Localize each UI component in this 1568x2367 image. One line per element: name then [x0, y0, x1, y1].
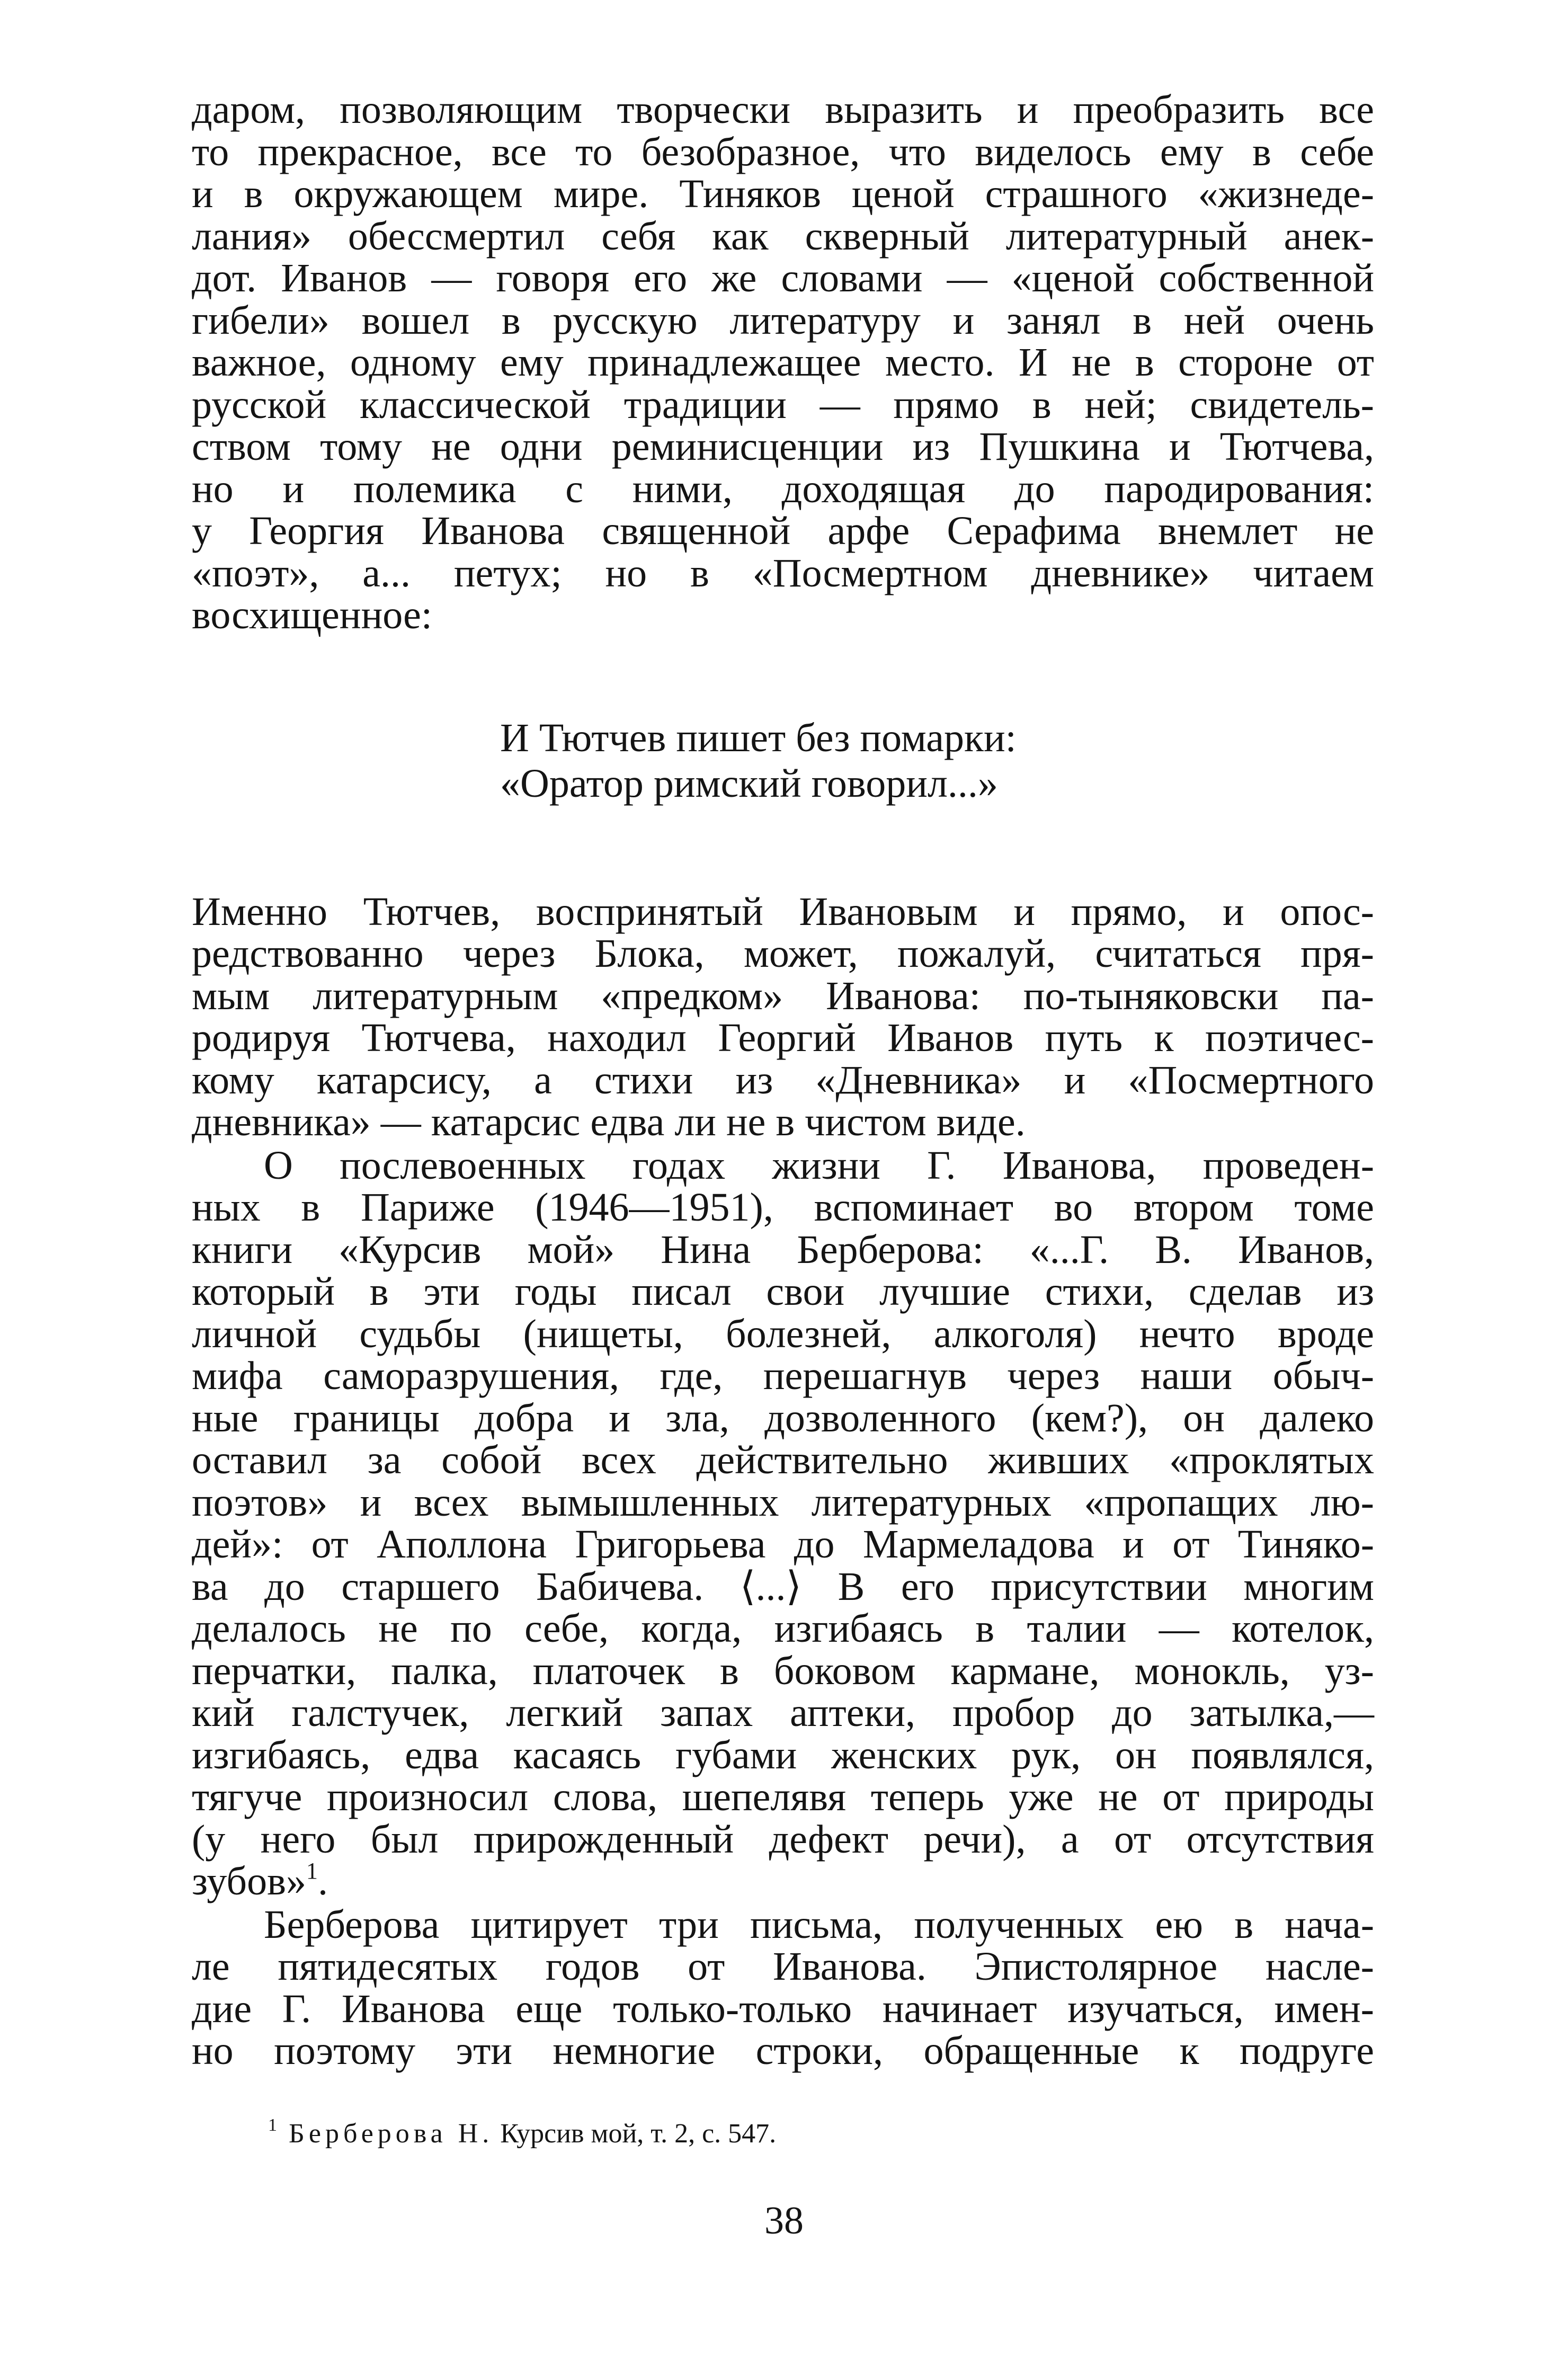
text-line: который в эти годы писал свои лучшие стихи, сделав из: [192, 1269, 1374, 1314]
text-fragment: зубов»: [192, 1859, 306, 1903]
text-line: лания» обессмертил себя как скверный литературный анек-: [192, 213, 1374, 259]
text-line: ных в Париже (1946—1951), вспоминает во втором томе: [192, 1185, 1374, 1230]
text-line: оставил за собой всех действительно живших «проклятых: [192, 1438, 1374, 1482]
text-line: тягуче произносил слова, шепелявя теперь уже не от природы: [192, 1775, 1374, 1819]
text-line: личной судьбы (нищеты, болезней, алкоголя) нечто вроде: [192, 1311, 1374, 1356]
verse-line: «Оратор римский говорил...»: [500, 761, 998, 806]
text-line: дей»: от Аполлона Григорьева до Мармеладова и от Тиняко-: [192, 1522, 1374, 1567]
text-line: мифа саморазрушения, где, перешагнув через наши обыч-: [192, 1354, 1374, 1398]
footnote: [268, 2115, 776, 2149]
text-line: Берберова цитирует три письма, полученных ею в нача-: [264, 1902, 1374, 1947]
text-line: у Георгия Иванова священной арфе Серафима внемлет не: [192, 509, 1374, 553]
text-line: но поэтому эти немногие строки, обращенные к подруге: [192, 2028, 1374, 2073]
text-line: то прекрасное, все то безобразное, что виделось ему в себе: [192, 129, 1374, 174]
text-line: ством тому не одни реминисценции из Пушкина и Тютчева,: [192, 424, 1374, 469]
footnote-mark: 1: [268, 2115, 277, 2135]
text-line: Именно Тютчев, воспринятый Ивановым и прямо, и опос-: [192, 889, 1374, 934]
text-line: ле пятидесятых годов от Иванова. Эпистолярное насле-: [192, 1944, 1374, 1989]
text-fragment: .: [317, 1859, 328, 1903]
text-line: важное, одному ему принадлежащее место. И не в стороне от: [192, 340, 1374, 385]
text-line: О послевоенных годах жизни Г. Иванова, проведен-: [264, 1143, 1374, 1188]
text-line-with-footnote: [192, 1858, 1374, 1903]
page-number: 38: [764, 2199, 804, 2243]
footnote-text: Курсив мой, т. 2, с. 547.: [500, 2119, 777, 2149]
verse-quote: [192, 715, 1374, 806]
text-line: родируя Тютчева, находил Георгий Иванов путь к поэтичес-: [192, 1016, 1374, 1060]
text-line: ные границы добра и зла, дозволенного (кем?), он далеко: [192, 1395, 1374, 1440]
text-line: дот. Иванов — говоря его же словами — «ценой собственной: [192, 256, 1374, 300]
text-line: редствованно через Блока, может, пожалуй, считаться пря-: [192, 931, 1374, 976]
text-line: «поэт», а... петух; но в «Посмертном дневнике» читаем: [192, 550, 1374, 595]
text-line: мым литературным «предком» Иванова: по-тыняковски па-: [192, 973, 1374, 1018]
main-text-block: [192, 89, 1374, 2072]
paragraph-1: [192, 89, 1374, 637]
text-line: книги «Курсив мой» Нина Берберова: «...Г. В. Иванов,: [192, 1227, 1374, 1272]
text-line: поэтов» и всех вымышленных литературных «пропащих лю-: [192, 1480, 1374, 1525]
text-line: (у него был прирожденный дефект речи), а от отсутствия: [192, 1817, 1374, 1862]
text-line: даром, позволяющим творчески выразить и преобразить все: [192, 87, 1374, 132]
text-line: изгибаясь, едва касаясь губами женских рук, он появлялся,: [192, 1732, 1374, 1777]
text-line: кому катарсису, а стихи из «Дневника» и «Посмертного: [192, 1057, 1374, 1102]
text-line: ва до старшего Бабичева. ⟨...⟩ В его присутствии многим: [192, 1564, 1374, 1609]
text-line: восхищенное:: [192, 593, 433, 637]
text-line: дие Г. Иванова еще только-только начинает изучаться, имен-: [192, 1986, 1374, 2031]
paragraph-3: [192, 1145, 1374, 1903]
footnote-author: Берберова Н.: [289, 2119, 494, 2149]
text-line: русской классической традиции — прямо в ней; свидетель-: [192, 382, 1374, 427]
text-line: гибели» вошел в русскую литературу и занял в ней очень: [192, 298, 1374, 343]
paragraph-2: [192, 891, 1374, 1144]
text-line: но и полемика с ними, доходящая до пародирования:: [192, 466, 1374, 511]
text-line: делалось не по себе, когда, изгибаясь в талии — котелок,: [192, 1606, 1374, 1651]
footnote-reference[interactable]: 1: [306, 1858, 318, 1884]
paragraph-4: [192, 1904, 1374, 2072]
text-line: перчатки, палка, платочек в боковом кармане, монокль, уз-: [192, 1648, 1374, 1693]
text-line: кий галстучек, легкий запах аптеки, пробор до затылка,—: [192, 1690, 1374, 1735]
verse-line: И Тютчев пишет без помарки:: [500, 715, 1017, 760]
text-line: дневника» — катарсис едва ли не в чистом виде.: [192, 1100, 1026, 1144]
text-line: и в окружающем мире. Тиняков ценой страшного «жизнеде-: [192, 172, 1374, 216]
